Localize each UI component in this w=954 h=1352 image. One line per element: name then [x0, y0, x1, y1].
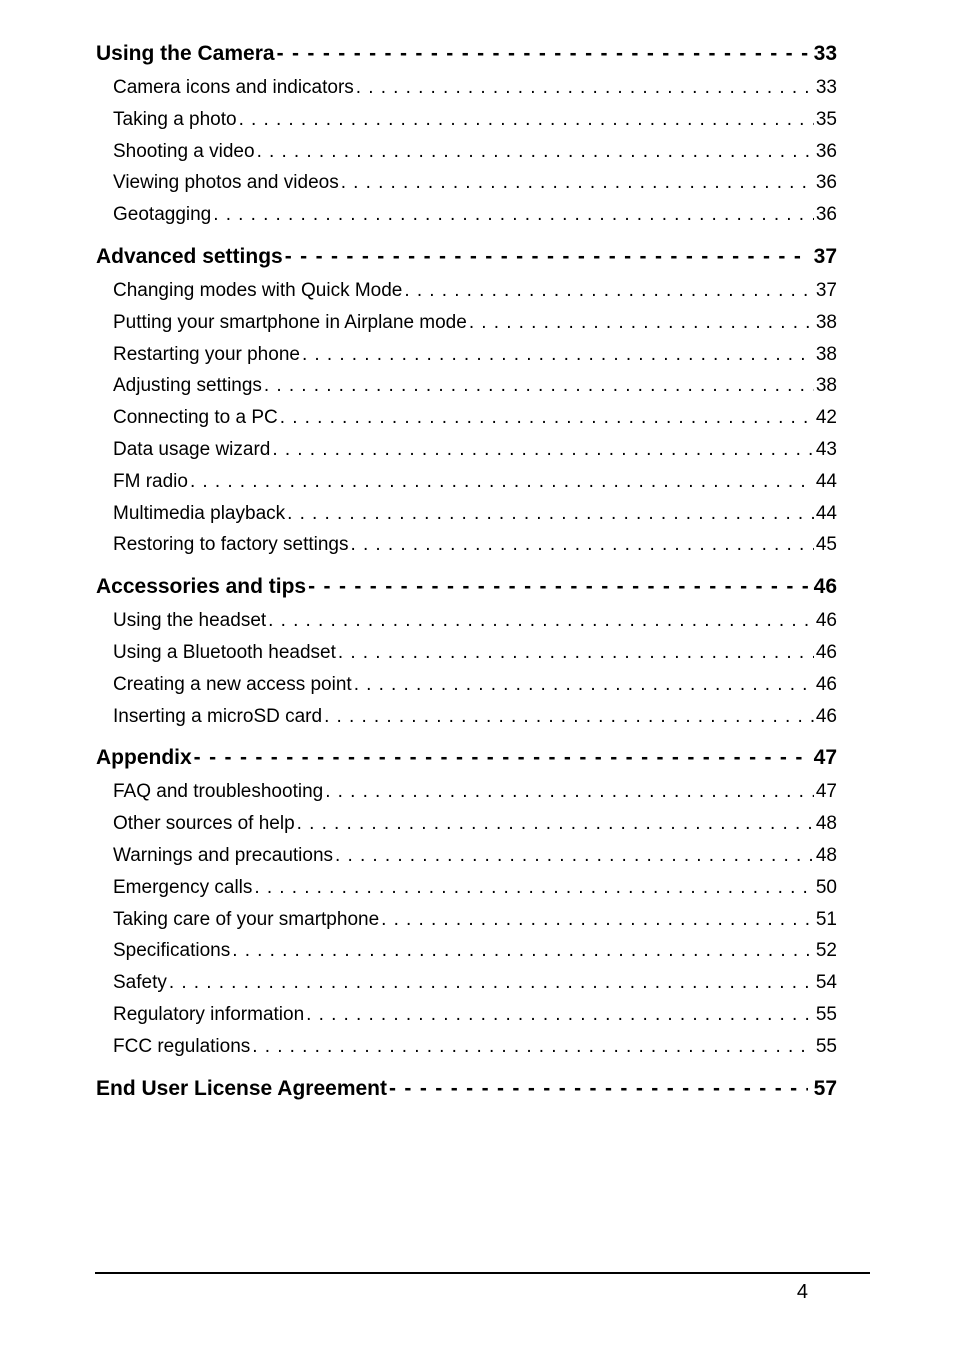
entry-title: FCC regulations	[113, 1035, 251, 1057]
entry-title: Taking care of your smartphone	[113, 908, 380, 930]
entry-title: Regulatory information	[113, 1003, 305, 1025]
entry-page-number: 55	[815, 1035, 837, 1057]
toc-entry[interactable]	[96, 199, 837, 231]
chapter-page-number: 37	[813, 244, 837, 268]
toc-entry[interactable]	[96, 669, 837, 701]
entry-title: Specifications	[113, 940, 231, 962]
entry-page-number: 36	[815, 172, 837, 194]
entry-title: Safety	[113, 972, 167, 994]
toc-section	[96, 569, 837, 732]
dot-leader	[190, 466, 814, 498]
entry-page-number: 52	[815, 940, 837, 962]
toc-entry[interactable]	[96, 637, 837, 669]
dot-leader	[287, 498, 814, 530]
dash-leader	[194, 740, 808, 776]
dot-leader	[257, 136, 814, 168]
dot-leader	[272, 434, 813, 466]
toc-entry[interactable]	[96, 967, 837, 999]
entry-page-number: 38	[815, 311, 837, 333]
entry-page-number: 36	[815, 140, 837, 162]
entry-title: Emergency calls	[113, 876, 253, 898]
dot-leader	[280, 402, 814, 434]
entry-title: Changing modes with Quick Mode	[113, 279, 403, 301]
chapter-title: Accessories and tips	[96, 575, 307, 599]
entry-page-number: 37	[815, 279, 837, 301]
entry-page-number: 54	[815, 972, 837, 994]
dot-leader	[232, 935, 814, 967]
toc-entry[interactable]	[96, 872, 837, 904]
entry-page-number: 45	[815, 534, 837, 556]
dot-leader	[381, 904, 814, 936]
dash-leader	[285, 239, 808, 275]
dot-leader	[324, 701, 814, 733]
toc-entry[interactable]	[96, 136, 837, 168]
entry-title: Using a Bluetooth headset	[113, 641, 336, 663]
toc-entry[interactable]	[96, 935, 837, 967]
chapter-page-number: 46	[813, 575, 837, 599]
toc-entry[interactable]	[96, 339, 837, 371]
dot-leader	[351, 529, 814, 561]
entry-title: Shooting a video	[113, 140, 255, 162]
dot-leader	[169, 967, 814, 999]
dot-leader	[325, 776, 814, 808]
dot-leader	[302, 339, 814, 371]
toc-section	[96, 36, 837, 231]
toc-entry[interactable]	[96, 840, 837, 872]
dash-leader	[277, 36, 808, 72]
entry-page-number: 33	[815, 77, 837, 98]
entry-title: Geotagging	[113, 204, 212, 226]
entry-title: Connecting to a PC	[113, 407, 278, 429]
toc-section	[96, 740, 837, 1062]
toc-section	[96, 239, 837, 561]
toc-entry[interactable]	[96, 904, 837, 936]
dot-leader	[469, 307, 814, 339]
entry-page-number: 51	[815, 908, 837, 930]
toc-entry[interactable]	[96, 72, 837, 104]
dot-leader	[268, 605, 814, 637]
entry-title: Other sources of help	[113, 813, 295, 835]
entry-title: Adjusting settings	[113, 375, 262, 397]
entry-page-number: 44	[815, 502, 837, 524]
dot-leader	[239, 104, 814, 136]
entry-title: Creating a new access point	[113, 673, 352, 695]
entry-page-number: 36	[815, 204, 837, 226]
dot-leader	[356, 72, 814, 104]
dot-leader	[254, 872, 813, 904]
toc-chapter-heading[interactable]	[96, 569, 837, 605]
entry-page-number: 55	[815, 1003, 837, 1025]
entry-page-number: 46	[815, 641, 837, 663]
entry-page-number: 46	[815, 610, 837, 632]
dot-leader	[264, 370, 814, 402]
page-number: 4	[796, 1281, 808, 1303]
toc-entry[interactable]	[96, 434, 837, 466]
chapter-page-number: 57	[813, 1076, 837, 1100]
dot-leader	[404, 275, 813, 307]
toc-entry[interactable]	[96, 104, 837, 136]
chapter-title: Advanced settings	[96, 244, 283, 268]
chapter-page-number: 33	[813, 42, 837, 65]
table-of-contents	[96, 36, 837, 1107]
entry-page-number: 38	[815, 375, 837, 397]
entry-page-number: 48	[815, 813, 837, 835]
entry-page-number: 48	[815, 844, 837, 866]
chapter-page-number: 47	[813, 746, 837, 770]
toc-entry[interactable]	[96, 167, 837, 199]
chapter-title: End User License Agreement	[96, 1076, 387, 1100]
entry-title: Viewing photos and videos	[113, 172, 339, 194]
entry-title: Camera icons and indicators	[113, 77, 354, 98]
entry-page-number: 46	[815, 673, 837, 695]
entry-page-number: 46	[815, 705, 837, 727]
dot-leader	[335, 840, 814, 872]
entry-title: Using the headset	[113, 610, 267, 632]
entry-page-number: 50	[815, 876, 837, 898]
toc-entry[interactable]	[96, 605, 837, 637]
toc-entry[interactable]	[96, 370, 837, 402]
entry-title: FAQ and troubleshooting	[113, 781, 324, 803]
dot-leader	[297, 808, 814, 840]
entry-title: Data usage wizard	[113, 438, 271, 460]
chapter-title: Appendix	[96, 746, 192, 770]
dot-leader	[306, 999, 814, 1031]
entry-title: Taking a photo	[113, 108, 237, 130]
toc-entry[interactable]	[96, 307, 837, 339]
entry-title: FM radio	[113, 470, 188, 492]
dash-leader	[308, 569, 808, 605]
dot-leader	[338, 637, 814, 669]
entry-title: Restoring to factory settings	[113, 534, 349, 556]
entry-page-number: 47	[815, 781, 837, 803]
toc-entry[interactable]	[96, 808, 837, 840]
entry-page-number: 44	[815, 470, 837, 492]
toc-chapter-heading[interactable]	[96, 740, 837, 776]
entry-page-number: 38	[815, 343, 837, 365]
entry-page-number: 43	[815, 438, 837, 460]
toc-entry[interactable]	[96, 529, 837, 561]
dot-leader	[354, 669, 814, 701]
entry-page-number: 35	[815, 108, 837, 130]
entry-title: Multimedia playback	[113, 502, 286, 524]
toc-entry[interactable]	[96, 999, 837, 1031]
toc-entry[interactable]	[96, 498, 837, 530]
entry-page-number: 42	[815, 407, 837, 429]
toc-section	[96, 1071, 837, 1107]
dot-leader	[252, 1031, 814, 1063]
entry-title: Warnings and precautions	[113, 844, 334, 866]
toc-chapter-heading[interactable]	[96, 1071, 837, 1107]
dash-leader	[389, 1071, 808, 1107]
toc-chapter-heading[interactable]	[96, 239, 837, 275]
dot-leader	[213, 199, 814, 231]
toc-entry[interactable]	[96, 402, 837, 434]
toc-entry[interactable]	[96, 275, 837, 307]
footer-divider	[95, 1272, 870, 1274]
entry-title: Inserting a microSD card	[113, 705, 323, 727]
toc-entry[interactable]	[96, 1031, 837, 1063]
entry-title: Restarting your phone	[113, 343, 300, 365]
toc-chapter-heading[interactable]	[96, 36, 837, 72]
toc-entry[interactable]	[96, 701, 837, 733]
entry-title: Putting your smartphone in Airplane mode	[113, 311, 467, 333]
toc-entry[interactable]	[96, 466, 837, 498]
dot-leader	[341, 167, 814, 199]
chapter-title: Using the Camera	[96, 42, 275, 65]
toc-entry[interactable]	[96, 776, 837, 808]
